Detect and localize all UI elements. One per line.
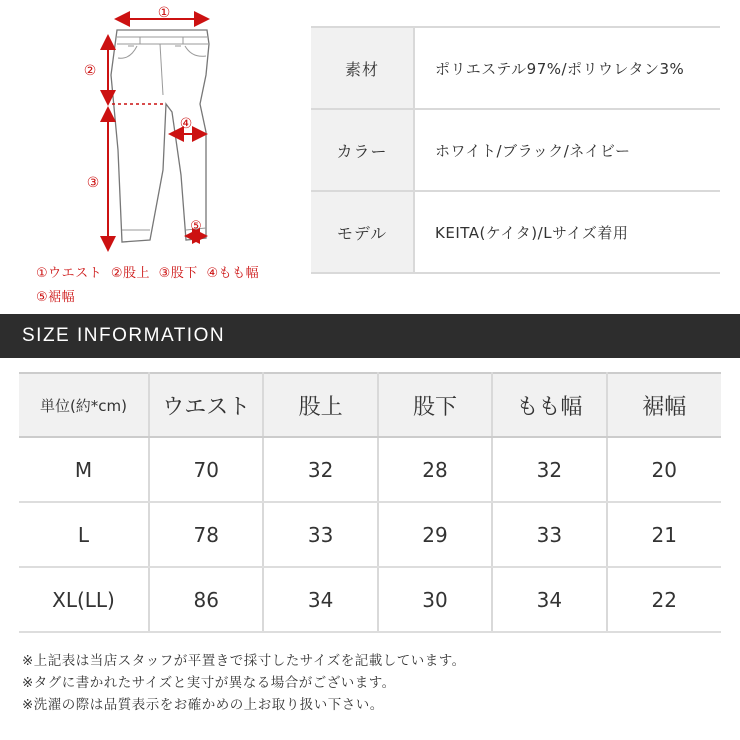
header-hem: 裾幅 (607, 373, 721, 437)
size-information-banner (0, 314, 740, 358)
table-cell: 32 (492, 437, 606, 502)
table-cell: 32 (263, 437, 377, 502)
legend-item: ②股上 (110, 266, 150, 281)
table-row (19, 437, 721, 502)
table-row (19, 567, 721, 632)
size-label: L (19, 502, 149, 567)
table-cell: 20 (607, 437, 721, 502)
size-table-header-row (19, 373, 721, 437)
table-cell: 34 (263, 567, 377, 632)
table-cell: 21 (607, 502, 721, 567)
legend-item: ④もも幅 (206, 266, 260, 281)
table-cell: 22 (607, 567, 721, 632)
header-rise: 股上 (263, 373, 377, 437)
info-row-color (311, 109, 720, 191)
product-info-table (311, 26, 720, 274)
note-line: ※洗濯の際は品質表示をお確かめの上お取り扱い下さい。 (22, 697, 384, 713)
table-cell: 78 (149, 502, 263, 567)
size-label: XL(LL) (19, 567, 149, 632)
marker-4: ④ (179, 116, 193, 132)
table-cell: 28 (378, 437, 492, 502)
header-thigh: もも幅 (492, 373, 606, 437)
header-unit: 単位(約*cm) (19, 373, 149, 437)
info-label: 素材 (311, 27, 414, 109)
note-line: ※タグに書かれたサイズと実寸が異なる場合がございます。 (22, 675, 396, 691)
header-inseam: 股下 (378, 373, 492, 437)
table-cell: 86 (149, 567, 263, 632)
pants-illustration (0, 0, 300, 300)
table-cell: 33 (492, 502, 606, 567)
pants-measurement-diagram (0, 0, 300, 305)
marker-5: ⑤ (190, 219, 202, 234)
legend-item: ③股下 (158, 266, 198, 281)
header-waist: ウエスト (149, 373, 263, 437)
info-value: ホワイト/ブラック/ネイビー (414, 109, 720, 191)
size-label: M (19, 437, 149, 502)
info-value: ポリエステル97%/ポリウレタン3% (414, 27, 720, 109)
legend-item: ⑤裾幅 (36, 290, 76, 305)
info-label: カラー (311, 109, 414, 191)
info-row-material (311, 27, 720, 109)
marker-3: ③ (86, 175, 100, 191)
table-cell: 70 (149, 437, 263, 502)
legend-item: ①ウエスト (36, 266, 103, 281)
marker-1: ① (157, 5, 171, 21)
info-value: KEITA(ケイタ)/Lサイズ着用 (414, 191, 720, 273)
info-label: モデル (311, 191, 414, 273)
banner-title: SIZE INFORMATION (22, 325, 226, 346)
table-cell: 29 (378, 502, 492, 567)
info-row-model (311, 191, 720, 273)
table-cell: 30 (378, 567, 492, 632)
size-table (19, 372, 721, 633)
pants-outline (111, 30, 209, 242)
notes (22, 650, 466, 716)
table-cell: 34 (492, 567, 606, 632)
table-cell: 33 (263, 502, 377, 567)
marker-2: ② (83, 63, 97, 79)
note-line: ※上記表は当店スタッフが平置きで採寸したサイズを記載しています。 (22, 653, 466, 669)
legend-line-2 (36, 286, 79, 305)
table-row (19, 502, 721, 567)
legend-line-1 (36, 262, 263, 281)
